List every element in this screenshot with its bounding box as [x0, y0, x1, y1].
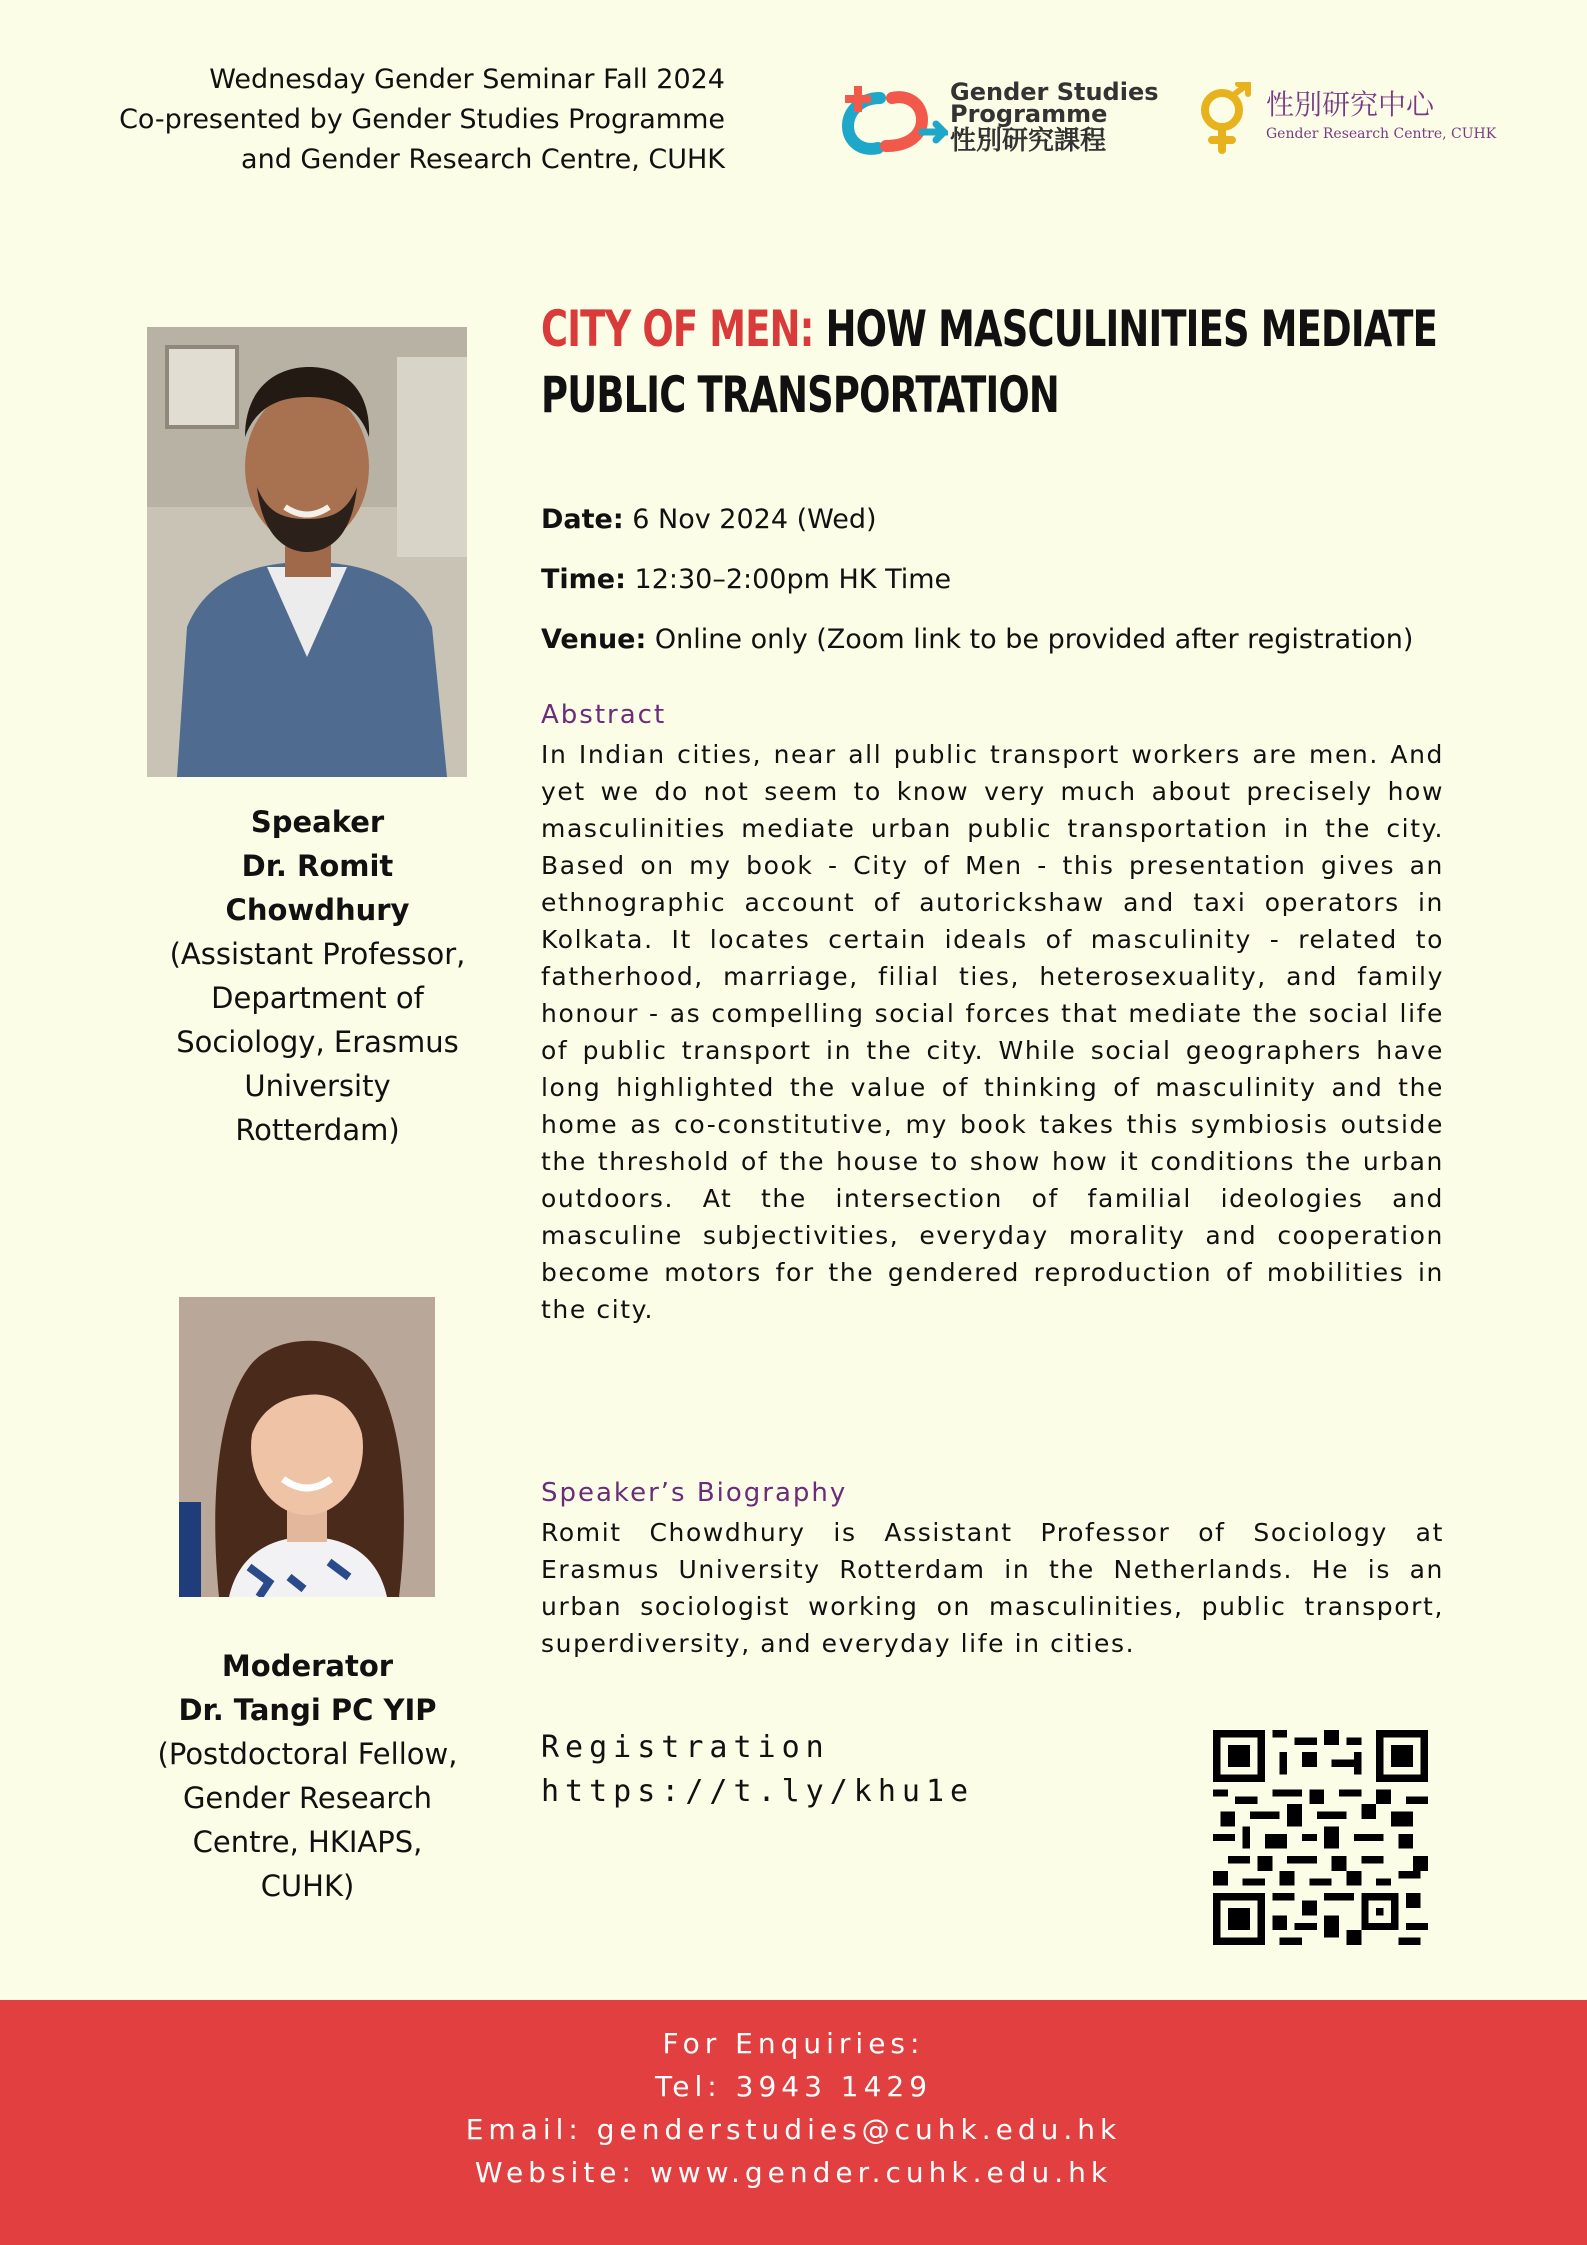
speaker-role: Speaker	[250, 805, 385, 839]
moderator-role: Moderator	[221, 1649, 394, 1683]
speaker-affiliation-line-3: Sociology, Erasmus	[176, 1025, 459, 1059]
abstract-heading: Abstract	[541, 700, 667, 730]
time-value: 12:30–2:00pm HK Time	[634, 564, 952, 595]
speaker-name-line-2: Chowdhury	[225, 893, 410, 927]
speaker-photo	[147, 327, 467, 777]
venue-line	[541, 622, 1413, 658]
speaker-affiliation-line-5: Rotterdam)	[235, 1113, 400, 1147]
footer-heading: For Enquiries:	[662, 2027, 925, 2060]
header-line-3: and Gender Research Centre, CUHK	[241, 144, 725, 175]
registration-block	[541, 1726, 974, 1814]
date-label: Date:	[541, 504, 624, 535]
gender-research-centre-logo	[1192, 82, 1512, 156]
gsp-logo-line-2: Programme	[950, 100, 1108, 128]
abstract-text: In Indian cities, near all public transport workers are men. And yet we do not seem to know very much about precisely how masculinities mediate urban public transportation in the city. Based on my book - City of Men - this presentation gives an ethnographic account of autorickshaw and taxi operators in Kolkata. It locates certain ideals of masculinity - related to fatherhood, marriage, filial ties, heterosexuality, and family honour - as compelling social forces that mediate the social life of public transport in the city. While social geographers have long highlighted the value of thinking of masculinity and the home as co-constitutive, my book takes this symbiosis outside the threshold of the house to show how it conditions the urban outdoors. At the intersection of familial ideologies and masculine subjectivities, everyday morality and cooperation become motors for the gendered reproduction of mobilities in the city.	[541, 740, 1444, 1324]
venue-label: Venue:	[541, 624, 647, 655]
date-line	[541, 502, 877, 538]
moderator-name: Dr. Tangi PC YIP	[178, 1693, 437, 1727]
title-rest: HOW MASCULINITIES MEDIATE PUBLIC TRANSPORTATION	[541, 300, 1437, 424]
speaker-affiliation-line-2: Department of	[211, 981, 424, 1015]
grc-logo-chinese: 性別研究中心	[1266, 88, 1435, 121]
time-label: Time:	[541, 564, 626, 595]
grc-logo-english: Gender Research Centre, CUHK	[1266, 126, 1497, 142]
footer-website[interactable]: Website: www.gender.cuhk.edu.hk	[474, 2156, 1113, 2189]
header-line-2: Co-presented by Gender Studies Programme	[119, 104, 725, 135]
speaker-caption	[140, 800, 495, 1152]
speaker-name-line-1: Dr. Romit	[241, 849, 394, 883]
header-line-1: Wednesday Gender Seminar Fall 2024	[209, 64, 725, 95]
speaker-affiliation-line-4: University	[244, 1069, 391, 1103]
grc-logo-icon	[1192, 82, 1254, 154]
biography-text: Romit Chowdhury is Assistant Professor of Sociology at Erasmus University Rotterdam in the Netherlands. He is an urban sociologist working on masculinities, public transport, superdiversity, and everyday life in cities.	[541, 1518, 1444, 1658]
venue-value: Online only (Zoom link to be provided after registration)	[654, 624, 1414, 655]
footer-email[interactable]: Email: genderstudies@cuhk.edu.hk	[465, 2113, 1122, 2146]
moderator-affiliation-line-2: Gender Research	[182, 1781, 433, 1815]
moderator-affiliation-line-1: (Postdoctoral Fellow,	[157, 1737, 458, 1771]
registration-qr-code[interactable]	[1213, 1730, 1428, 1945]
biography-heading: Speaker’s Biography	[541, 1478, 848, 1508]
seminar-header	[25, 60, 725, 180]
footer-phone: Tel: 3943 1429	[654, 2070, 933, 2103]
seminar-title	[541, 296, 1476, 428]
date-value: 6 Nov 2024 (Wed)	[632, 504, 877, 535]
enquiries-footer	[0, 2000, 1587, 2245]
gsp-logo-line-1: Gender Studies	[950, 78, 1159, 106]
moderator-affiliation-line-4: CUHK)	[260, 1869, 355, 1903]
gsp-logo-line-3: 性別研究課程	[950, 126, 1107, 156]
moderator-photo	[179, 1297, 435, 1597]
registration-label: Registration	[541, 1730, 830, 1765]
registration-link[interactable]: https://t.ly/khu1e	[541, 1774, 975, 1809]
moderator-photo-image	[179, 1297, 435, 1597]
moderator-affiliation-line-3: Centre, HKIAPS,	[192, 1825, 423, 1859]
speaker-affiliation-line-1: (Assistant Professor,	[169, 937, 466, 971]
speaker-photo-image	[147, 327, 467, 777]
moderator-caption	[130, 1644, 485, 1908]
time-line	[541, 562, 951, 598]
gender-studies-programme-logo	[840, 76, 1160, 160]
gsp-logo-icon	[840, 80, 948, 160]
title-highlight: CITY OF MEN:	[541, 300, 814, 358]
